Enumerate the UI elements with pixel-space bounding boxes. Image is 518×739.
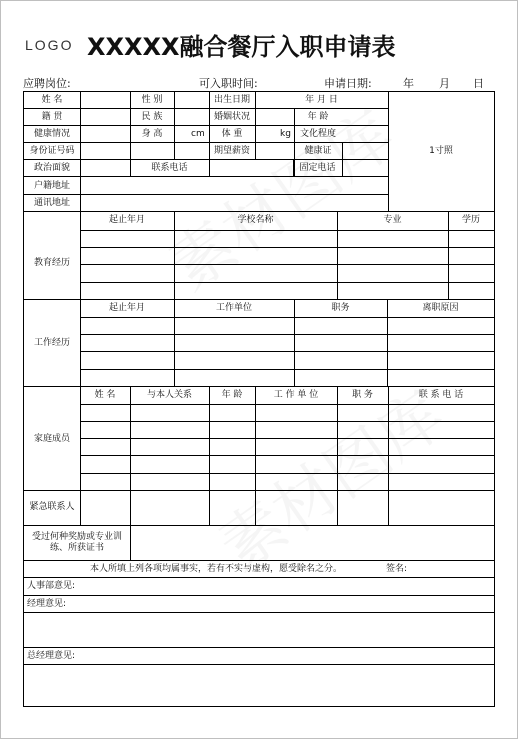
hr-opinion-label: 人事部意见: [27,581,76,591]
household-address-label: 户籍地址 [33,181,70,191]
salary-label: 期望薪资 [213,146,250,156]
edu-header-period: 起止年月 [108,215,145,225]
height-label: 身 高 [141,129,163,139]
health-cert-label: 健康证 [304,146,332,156]
landline-label: 固定电话 [299,163,336,173]
position-label: 应聘岗位: [23,77,71,90]
family-header-phone: 联 系 电 话 [418,390,464,400]
native-label: 籍 贯 [41,112,63,122]
day-label: 日 [473,77,484,90]
political-label: 政治面貌 [33,163,70,173]
family-header-relation: 与本人关系 [146,390,192,400]
work-header-period: 起止年月 [108,303,145,313]
form-table [23,91,495,707]
marital-label: 婚姻状况 [213,112,250,122]
family-section-label: 家庭成员 [33,434,70,444]
page-title: XXXXX融合餐厅入职申请表 [87,33,396,61]
manager-opinion-label: 经理意见: [27,599,67,609]
start-time-label: 可入职时间: [199,77,258,90]
contact-phone-label: 联系电话 [151,163,188,173]
edu-header-school: 学校名称 [237,215,274,225]
age-label: 年 龄 [307,112,329,122]
photo-placeholder: 1寸照 [429,146,453,156]
gm-opinion-label: 总经理意见: [27,651,76,661]
name-label: 姓 名 [41,95,63,105]
declaration-text: 本人所填上列各项均属事实，若有不实与虚构，愿受除名之分。 [90,564,343,574]
cm-unit: cm [191,129,205,139]
family-header-employer: 工 作 单 位 [273,390,319,400]
birth-ymd: 年 月 日 [305,95,338,105]
work-header-employer: 工作单位 [215,303,252,313]
awards-label: 受过何种奖励或专业训练、所获证书 [31,532,122,553]
family-header-name: 姓 名 [94,390,116,400]
work-header-title: 职务 [331,303,350,313]
edu-header-degree: 学历 [461,215,480,225]
education-section-label: 教育经历 [33,258,70,268]
gender-label: 性 别 [141,95,163,105]
kg-unit: kg [280,129,291,139]
emergency-contact-label: 紧急联系人 [29,502,75,512]
family-header-position: 职 务 [352,390,373,400]
apply-date-label: 申请日期: [324,77,372,90]
id-number-label: 身份证号码 [29,146,75,156]
edu-header-major: 专业 [383,215,402,225]
birth-label: 出生日期 [213,95,250,105]
work-header-leave-reason: 离职原因 [422,303,459,313]
family-header-age: 年 龄 [221,390,243,400]
health-label: 健康情况 [33,129,70,139]
mail-address-label: 通讯地址 [33,198,70,208]
weight-label: 体 重 [221,129,243,139]
work-section-label: 工作经历 [33,338,70,348]
signature-label: 签名: [386,564,408,574]
year-label: 年 [403,77,414,90]
ethnic-label: 民 族 [141,112,163,122]
month-label: 月 [439,77,450,90]
logo: LOGO [25,37,74,53]
education-level-label: 文化程度 [299,129,336,139]
